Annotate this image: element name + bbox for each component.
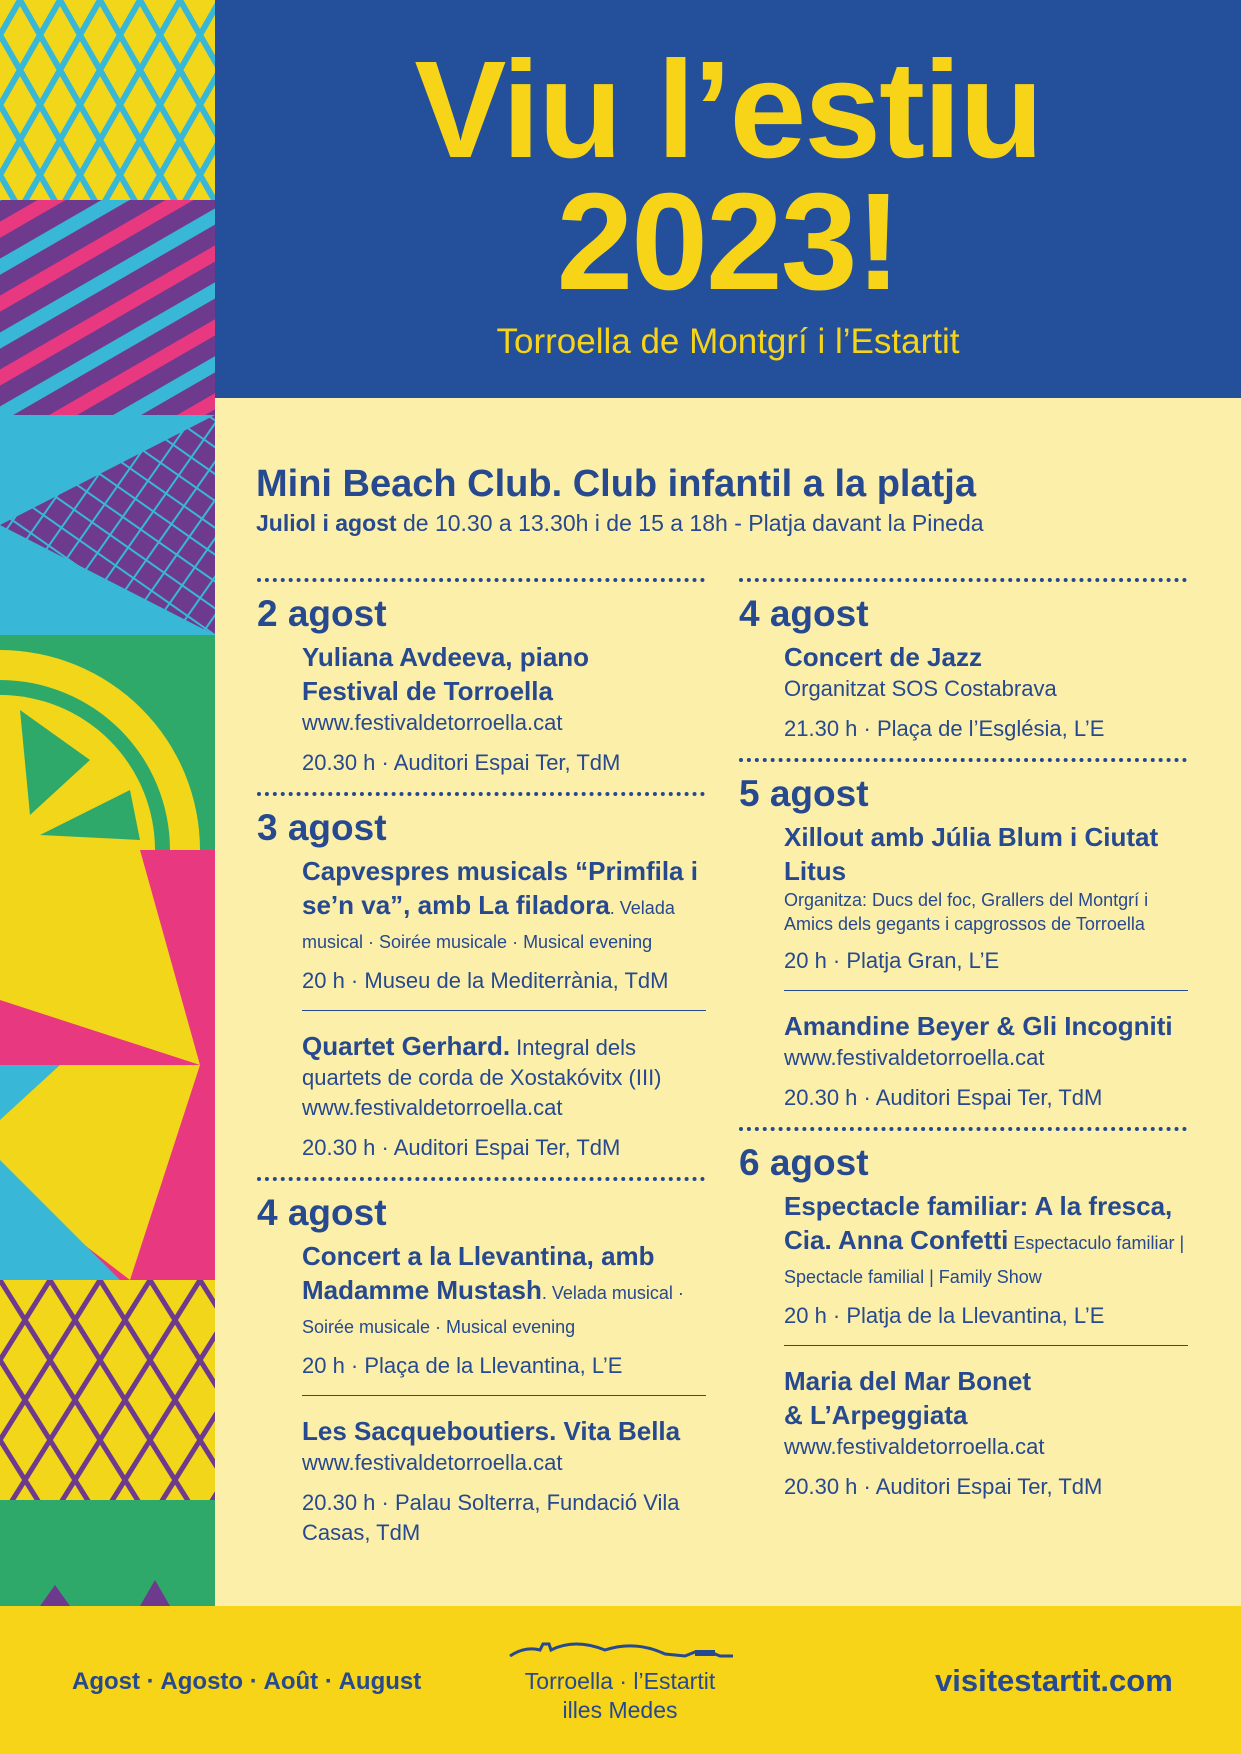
event-title: Amandine Beyer & Gli Incogniti (784, 1011, 1173, 1041)
page-title (215, 33, 1241, 319)
event-time-place: 20 h · Plaça de la Llevantina, L’E (302, 1353, 623, 1378)
event-item (302, 640, 712, 778)
event-url[interactable]: www.festivaldetorroella.cat (302, 1450, 563, 1475)
event-item (784, 820, 1194, 976)
event-item (302, 1414, 712, 1548)
event-organizer: Organitzat SOS Costabrava (784, 676, 1057, 701)
event-title (784, 1189, 1194, 1291)
event-separator (784, 1345, 1188, 1346)
event-description: . Velada musical · Soirée musicale · Musical evening (302, 1283, 684, 1337)
event-date: 3 agost (257, 807, 387, 848)
event-url[interactable]: www.festivaldetorroella.cat (302, 710, 563, 735)
event-item (784, 640, 1194, 744)
logo-line-2: illes Medes (562, 1697, 678, 1723)
footer-months: Agost · Agosto · Août · August (72, 1668, 422, 1695)
title-line-1: Viu l’estiu (414, 33, 1042, 187)
event-url[interactable]: www.festivaldetorroella.cat (302, 1095, 563, 1120)
intro-title: Mini Beach Club. Club infantil a la platja (256, 463, 976, 505)
event-time-place: 20.30 h · Palau Solterra, Fundació Vila Casas, TdM (302, 1490, 680, 1545)
event-date: 5 agost (739, 773, 869, 814)
event-item (784, 1009, 1194, 1113)
event-item (302, 1029, 712, 1163)
event-separator (784, 990, 1188, 991)
event-organizer: Organitza: Ducs del foc, Grallers del Montgrí i Amics dels gegants i capgrossos de Torroella (784, 890, 1149, 934)
page-subtitle: Torroella de Montgrí i l’Estartit (496, 322, 960, 361)
event-title-line-2: Festival de Torroella (302, 676, 553, 706)
dotted-divider (739, 758, 1187, 762)
event-time-place: 20.30 h · Auditori Espai Ter, TdM (302, 1135, 621, 1160)
event-url[interactable]: www.festivaldetorroella.cat (784, 1434, 1045, 1459)
event-title: Les Sacqueboutiers. Vita Bella (302, 1416, 681, 1446)
intro-schedule: de 10.30 a 13.30h i de 15 a 18h - Platja davant la Pineda (396, 510, 984, 536)
event-item (302, 1239, 712, 1381)
intro-details (256, 509, 984, 537)
event-date: 4 agost (257, 1192, 387, 1233)
header-banner (215, 0, 1241, 398)
event-date: 4 agost (739, 593, 869, 634)
event-title (302, 854, 712, 956)
event-title (302, 1029, 712, 1093)
event-title-text: Espectacle familiar: A la fresca, Cia. Anna Confetti (784, 1191, 1173, 1255)
event-url[interactable]: www.festivaldetorroella.cat (784, 1045, 1045, 1070)
event-time-place: 21.30 h · Plaça de l’Església, L’E (784, 716, 1105, 741)
event-time-place: 20 h · Museu de la Mediterrània, TdM (302, 968, 669, 993)
event-title: Xillout amb Júlia Blum i Ciutat Litus (784, 822, 1159, 886)
coastline-icon (505, 1632, 735, 1662)
decorative-pattern-sidebar (0, 0, 215, 1606)
events-section (215, 398, 1241, 1606)
event-description: Integral dels quartets de corda de Xostakóvitx (III) (302, 1035, 662, 1090)
event-time-place: 20 h · Platja de la Llevantina, L’E (784, 1303, 1105, 1328)
event-title (302, 1239, 712, 1341)
title-line-2: 2023! (556, 165, 900, 319)
event-title: Maria del Mar Bonet (784, 1366, 1032, 1396)
dotted-divider (257, 792, 705, 796)
event-item (784, 1364, 1194, 1502)
event-time-place: 20 h · Platja Gran, L’E (784, 948, 1000, 973)
dotted-divider (739, 1127, 1187, 1131)
event-date: 6 agost (739, 1142, 869, 1183)
dotted-divider (257, 1177, 705, 1181)
event-time-place: 20.30 h · Auditori Espai Ter, TdM (784, 1474, 1103, 1499)
event-time-place: 20.30 h · Auditori Espai Ter, TdM (302, 750, 621, 775)
events-column-right (739, 578, 1184, 1502)
event-title-text: Quartet Gerhard. (302, 1031, 511, 1061)
event-separator (302, 1395, 706, 1396)
event-description: . Velada musical · Soirée musicale · Musical evening (302, 898, 675, 952)
event-title-text: Capvespres musicals “Primfila i se’n va”, amb La filadora (302, 856, 698, 920)
event-item (302, 854, 712, 996)
event-date: 2 agost (257, 593, 387, 634)
event-title-text: Concert a la Llevantina, amb Madamme Mustash (302, 1241, 655, 1305)
brand-logo (505, 1632, 735, 1725)
logo-line-1: Torroella · l’Estartit (524, 1668, 716, 1694)
event-title: Yuliana Avdeeva, piano (302, 642, 590, 672)
intro-months: Juliol i agost (256, 510, 397, 536)
events-column-left (257, 578, 702, 1548)
event-separator (302, 1010, 706, 1011)
dotted-divider (739, 578, 1187, 582)
event-time-place: 20.30 h · Auditori Espai Ter, TdM (784, 1085, 1103, 1110)
event-title-line-2: & L’Arpeggiata (784, 1400, 968, 1430)
dotted-divider (257, 578, 705, 582)
event-title: Concert de Jazz (784, 642, 982, 672)
footer-bar (0, 1606, 1241, 1754)
event-item (784, 1189, 1194, 1331)
website-link[interactable]: visitestartit.com (935, 1663, 1173, 1698)
event-description: Espectaculo familiar | Spectacle familial | Family Show (784, 1233, 1185, 1287)
